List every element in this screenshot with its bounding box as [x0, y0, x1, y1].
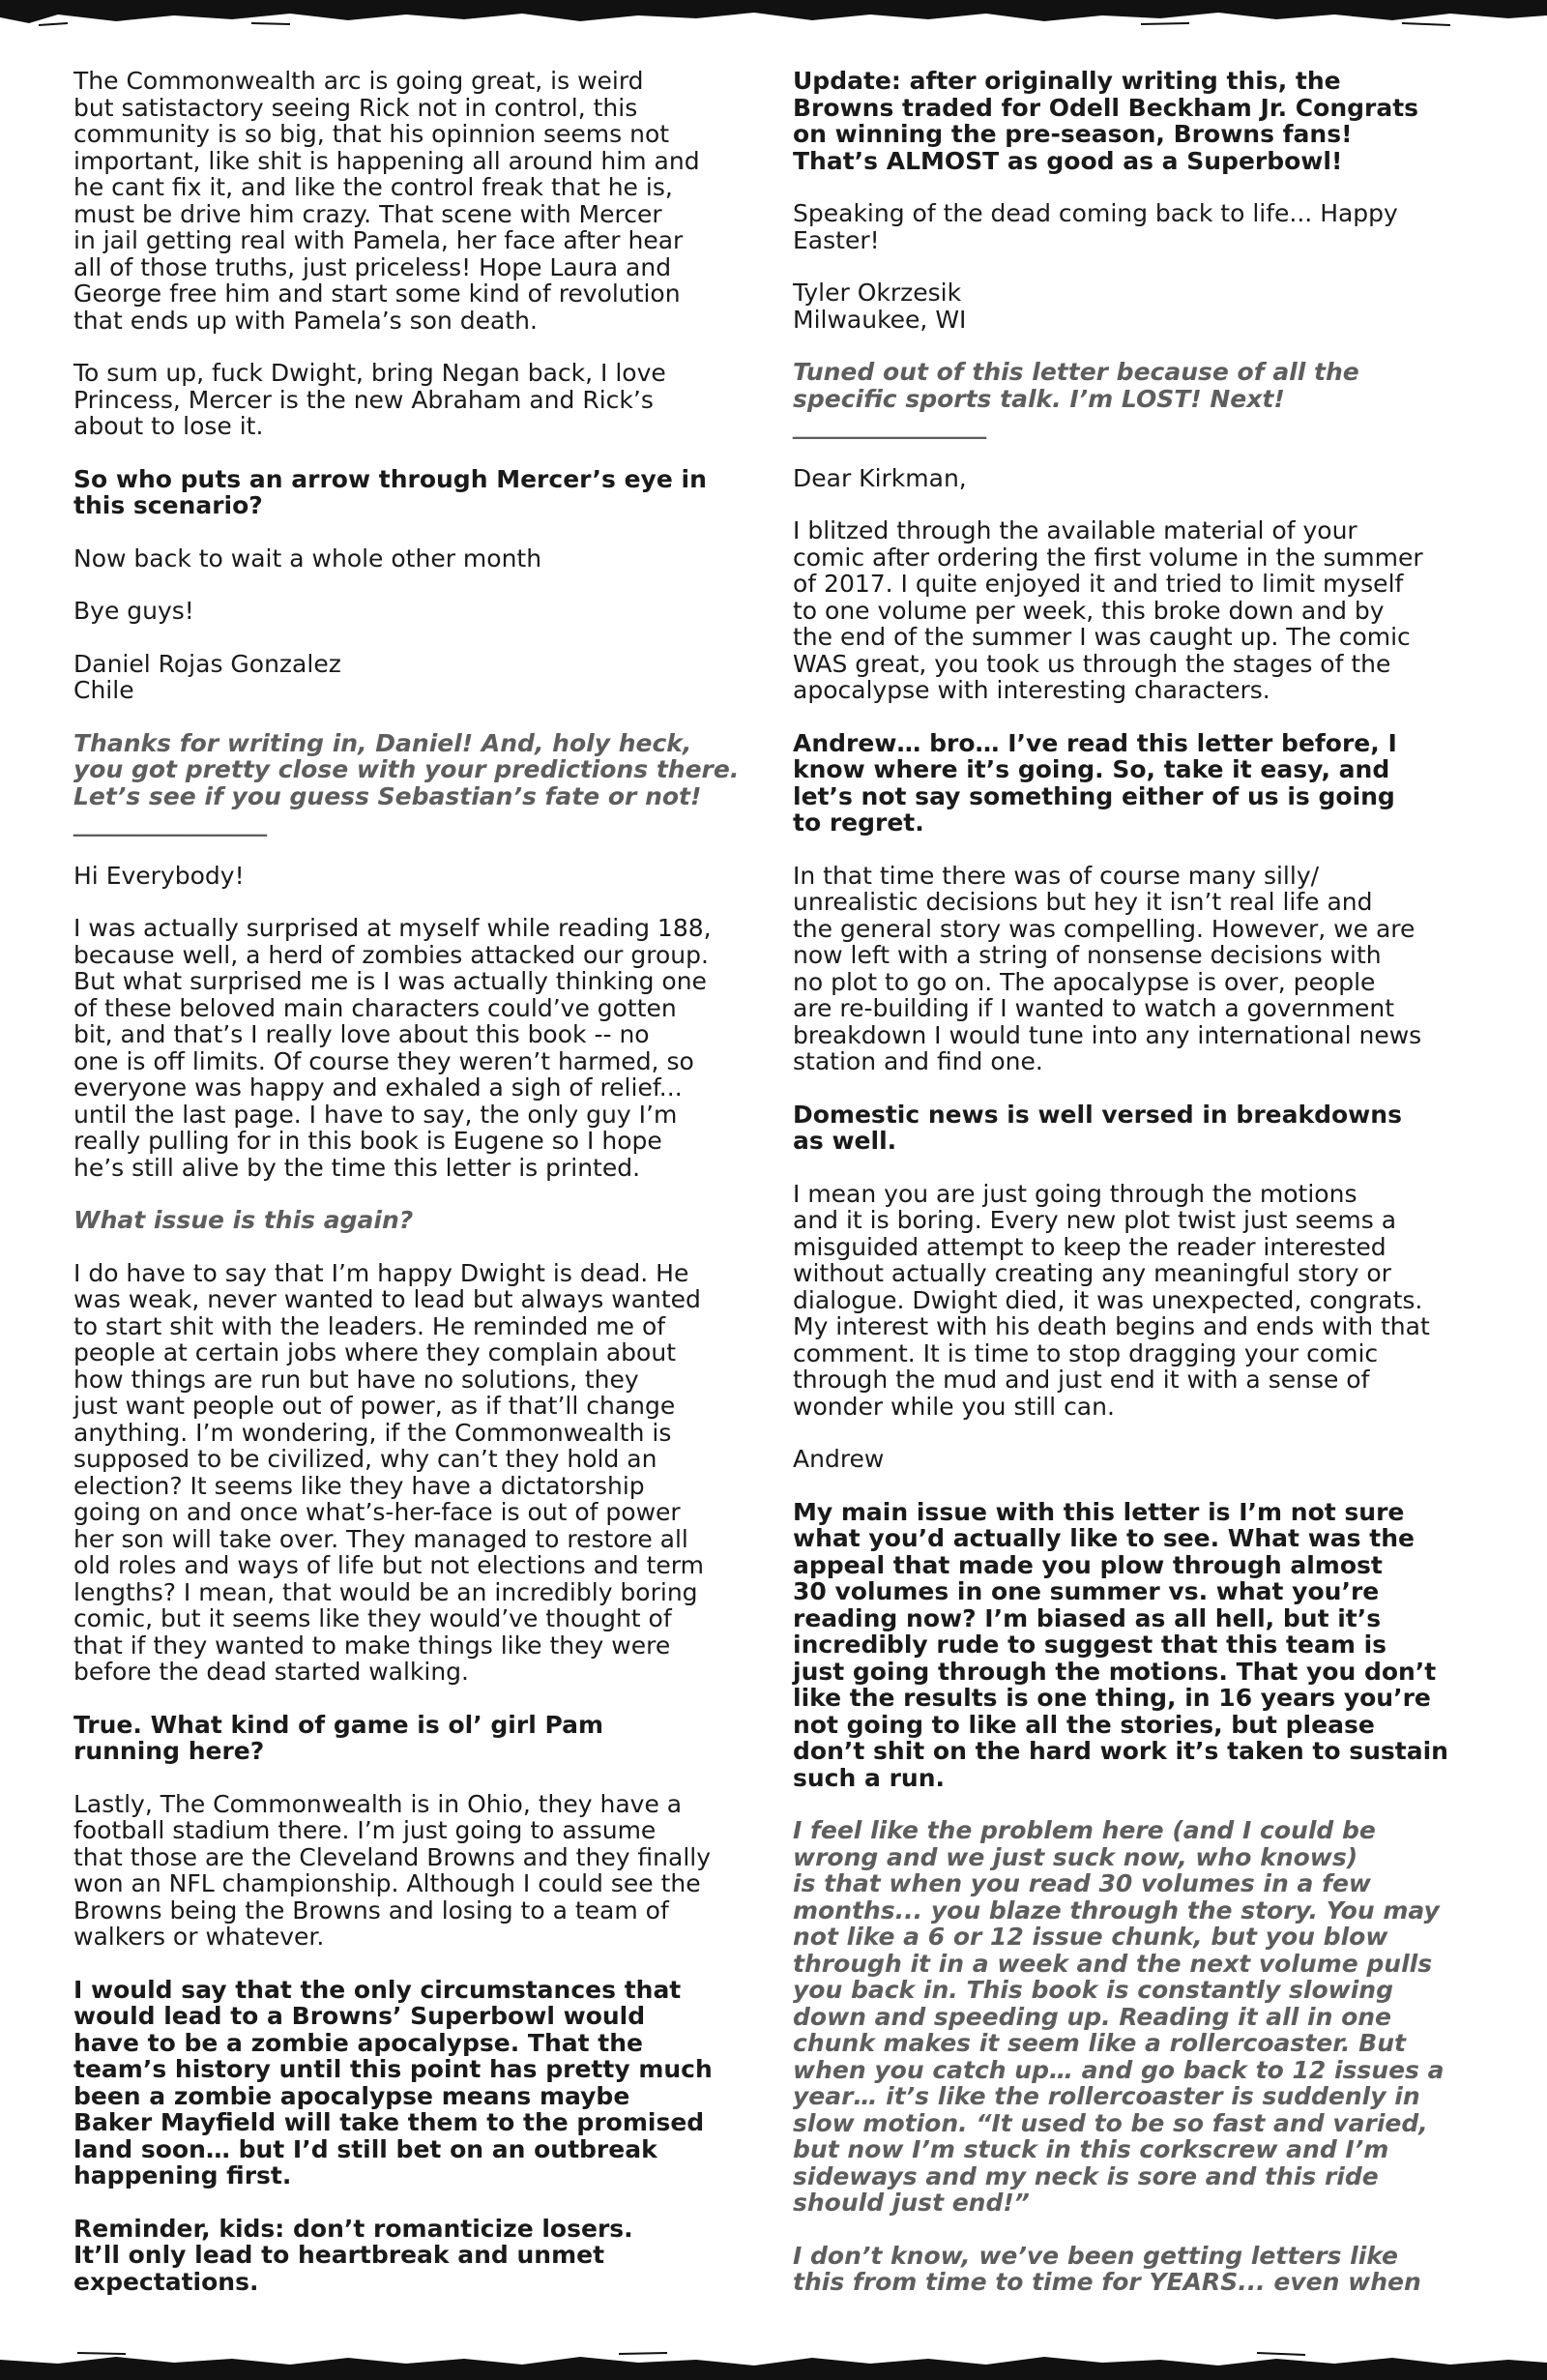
left-letter-5: Bye guys!	[73, 597, 194, 625]
left-letter-6: Daniel Rojas Gonzalez Chile	[73, 649, 341, 704]
left-letter-9: I was actually surprised at myself while reading 188, because well, a herd of zombies attacked our group. But what surprised me is I was actually thinking one of these beloved main characters could’ve gotten bit, and that’s I really love about this book -- no one is off limits. Of course they weren’t harmed, so everyone was happy and exhaled a sigh of relief... until the last page. I have to say, the only guy I’m really pulling for in this book is Eugene so I hope he’s still alive by the time this letter is printed.	[73, 914, 712, 1182]
right-note-4: Tuned out of this letter because of all the specific sports talk. I’m LOST! Next! ________________	[793, 358, 1359, 439]
left-letter-1: The Commonwealth arc is going great, is weird but satistactory seeing Rick not in control, this community is so big, that his opinnion seems not important, like shit is happening all around him and he cant fix it, and like the control freak that he is, must be drive him crazy. That scene with Mercer in jail getting real with Pamela, her face after hear all of those truths, just priceless! Hope Laura and George free him and start some kind of revolution that ends up with Pamela’s son death.	[73, 67, 700, 335]
left-letter-2: To sum up, fuck Dwight, bring Negan back, I love Princess, Mercer is the new Abraham and Rick’s about to lose it.	[73, 359, 666, 440]
left-reply-15: Reminder, kids: don’t romanticize losers. It’ll only lead to heartbreak and unmet expectations.	[73, 2214, 633, 2296]
right-column	[793, 68, 1487, 2296]
left-letter-11: I do have to say that I’m happy Dwight is dead. He was weak, never wanted to lead but always wanted to start shit with the leaders. He reminded me of people at certain jobs where they complain about how things are run but have no solutions, they just want people out of power, as if that’ll change anything. I’m wondering, if the Commonwealth is supposed to be civilized, why can’t they hold an election? It seems like they have a dictatorship going on and once what’s-her-face is out of power her son will take over. They managed to restore all old roles and ways of life but not elections and term lengths? I mean, that would be an incredibly boring comic, but it seems like they would’ve thought of that if they wanted to make things like they were before the dead started walking.	[73, 1258, 704, 1686]
right-reply-12: My main issue with this letter is I’m not sure what you’d actually like to see. What was the appeal that made you plow through almost 30 volumes in one summer vs. what you’re reading now? I’m biased as all hell, but it’s incredibly rude to suggest that this team is just going through the motions. That you don’t like the results is one thing, in 16 years you’re not going to like all the stories, but please don’t shit on the hard work it’s taken to sustain such a run.	[793, 1497, 1448, 1792]
right-note-14: I don’t know, we’ve been getting letters like this from time to time for YEARS... even when	[793, 2241, 1421, 2296]
right-letter-8: In that time there was of course many silly/ unrealistic decisions but hey it isn’t real life and the general story was compelling. However, we are now left with a string of nonsense decisions with no plot to go on. The apocalypse is over, people are re-building if I wanted to watch a government breakdown I would tune into any international news station and find one.	[793, 861, 1422, 1075]
right-letter-10: I mean you are just going through the motions and it is boring. Every new plot twist just seems a misguided attempt to keep the reader interested without actually creating any meaningful story or dialogue. Dwight died, it was unexpected, congrats. My interest with his death begins and ends with that comment. It is time to stop dragging your comic through the mud and just end it with a sense of wonder while you still can.	[793, 1179, 1430, 1421]
top-border	[0, 0, 1547, 39]
right-letter-3: Tyler Okrzesik Milwaukee, WI	[793, 279, 967, 334]
right-reply-7: Andrew… bro… I’ve read this letter before, I know where it’s going. So, take it easy, and let’s not say something either of us is going to regret.	[793, 728, 1397, 837]
left-note-7: Thanks for writing in, Daniel! And, holy heck, you got pretty close with your predictions there. Let’s see if you guess Sebastian’s fate or not! ________________	[73, 728, 740, 837]
bottom-border	[0, 2341, 1547, 2380]
right-reply-9: Domestic news is well versed in breakdowns as well.	[793, 1100, 1402, 1155]
left-reply-12: True. What kind of game is ol’ girl Pam running here?	[73, 1710, 604, 1765]
right-letter-5: Dear Kirkman,	[793, 463, 967, 492]
left-note-10: What issue is this again?	[73, 1206, 414, 1234]
right-letter-11: Andrew	[793, 1445, 885, 1473]
left-column	[73, 68, 775, 2295]
right-letter-2: Speaking of the dead coming back to life... Happy Easter!	[793, 199, 1398, 254]
left-reply-14: I would say that the only circumstances that would lead to a Browns’ Superbowl would have to be a zombie apocalypse. That the team’s history until this point has pretty much been a zombie apocalypse means maybe Baker Mayfield will take them to the promised land soon… but I’d still bet on an outbreak happening first.	[73, 1975, 713, 2189]
right-note-13: I feel like the problem here (and I could be wrong and we just suck now, who knows) is that when you read 30 volumes in a few months... you blaze through the story. You may not like a 6 or 12 issue chunk, but you blow through it in a week and the next volume pulls you back in. This book is constantly slowing down and speeding up. Reading it all in one chunk makes it seem like a rollercoaster. But when you catch up… and go back to 12 issues a year… it’s like the rollercoaster is suddenly in slow motion. “It used to be so fast and varied, but now I’m stuck in this corkscrew and I’m sideways and my neck is sore and this ride should just end!”	[793, 1816, 1445, 2217]
left-letter-13: Lastly, The Commonwealth is in Ohio, they have a football stadium there. I’m just going to assume that those are the Cleveland Browns and they finally won an NFL championship. Although I could see the Browns being the Browns and losing to a team of walkers or whatever.	[73, 1789, 712, 1951]
right-letter-6: I blitzed through the available material of your comic after ordering the first volume in the summer of 2017. I quite enjoyed it and tried to limit myself to one volume per week, this broke down and by the end of the summer I was caught up. The comic WAS great, you took us through the stages of the apocalypse with interesting characters.	[793, 516, 1423, 704]
left-reply-3: So who puts an arrow through Mercer’s eye in this scenario?	[73, 464, 707, 519]
left-letter-8: Hi Everybody!	[73, 861, 245, 890]
left-letter-4: Now back to wait a whole other month	[73, 544, 542, 573]
right-reply-1: Update: after originally writing this, the Browns traded for Odell Beckham Jr. Congrats on winning the pre-season, Browns fans! That’s ALMOST as good as a Superbowl!	[793, 67, 1419, 175]
